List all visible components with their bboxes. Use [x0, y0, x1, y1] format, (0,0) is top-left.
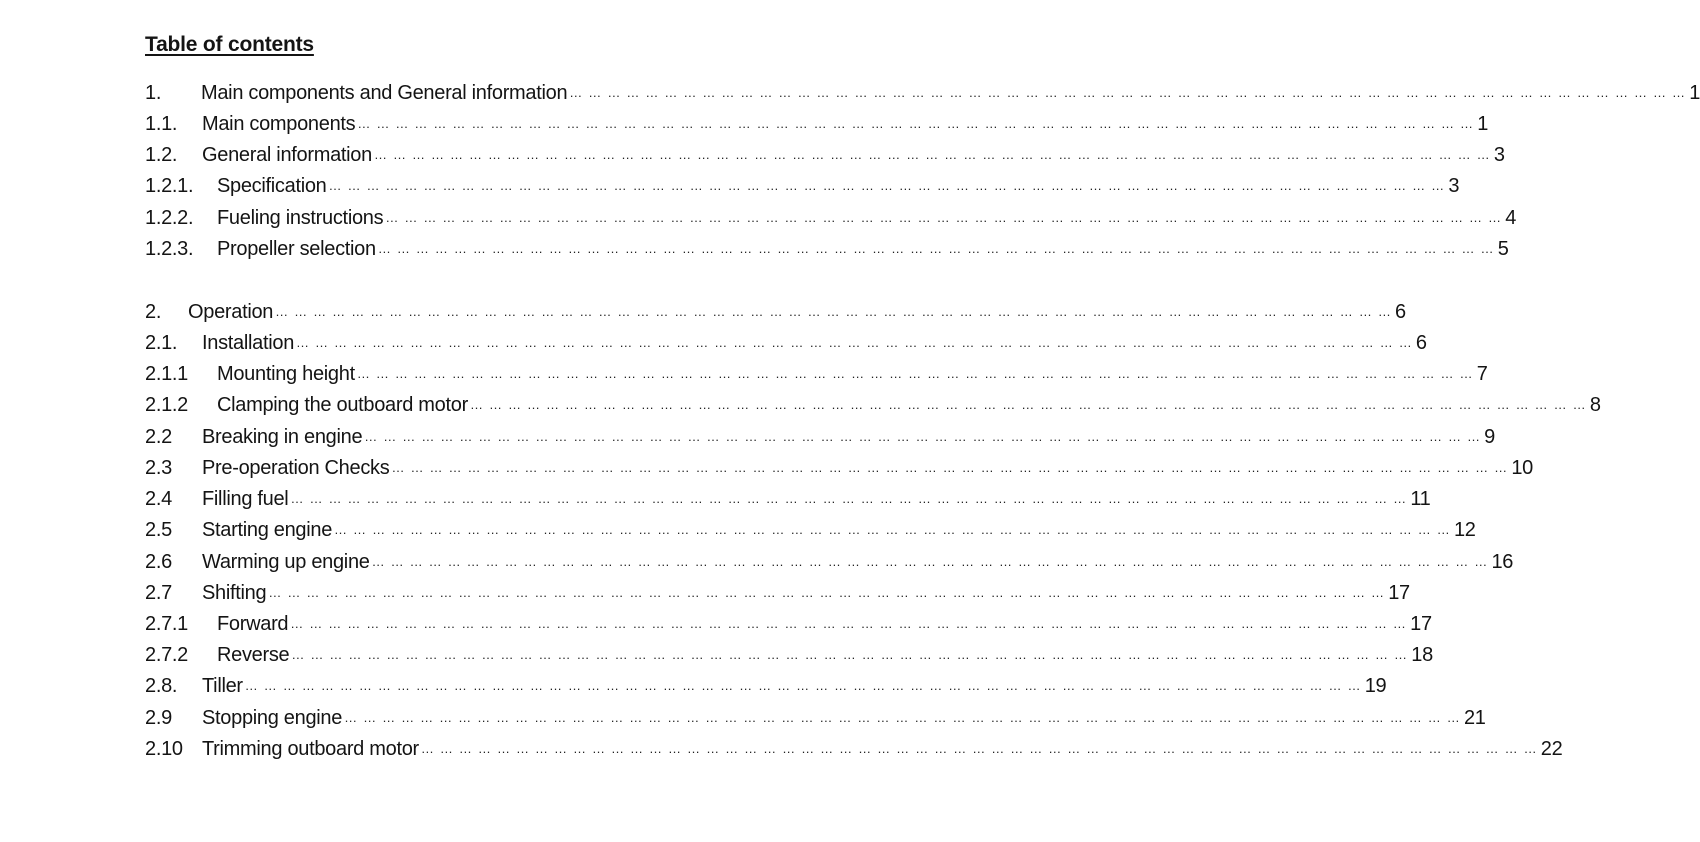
toc-entry: [145, 392, 1601, 418]
toc-entry-label: Operation: [188, 301, 274, 323]
toc-entry-page: 6: [1415, 332, 1427, 354]
toc-entry: [145, 236, 1509, 262]
toc-dot-leader: … … … … … … … … … … … … … … … … … … … … … … … … … … … … … … … … … … … … … … … … … … … … … … … … … … … … … … … … … … …: [275, 304, 1393, 319]
toc-entry-number: 2.1.1: [145, 363, 188, 385]
toc-entry: [145, 736, 1563, 762]
toc-entry-page: 1: [1689, 82, 1700, 104]
toc-entry-label: Breaking in engine: [202, 426, 363, 448]
toc-dot-leader: … … … … … … … … … … … … … … … … … … … … … … … … … … … … … … … … … … … … … … … … … … … … … … … … … … … … … … … … … … …: [244, 678, 1362, 693]
toc-entry-number: 2.1.: [145, 332, 178, 354]
toc-entry-number: 2.7: [145, 582, 172, 604]
toc-entry-label: Clamping the outboard motor: [217, 394, 468, 416]
toc-entry: [145, 111, 1489, 137]
toc-entry-number: 2.10: [145, 738, 183, 760]
toc-entry-page: 12: [1453, 519, 1476, 541]
toc-entry-page: 5: [1497, 238, 1509, 260]
toc-entry-page: 10: [1511, 457, 1533, 479]
toc-dot-leader: … … … … … … … … … … … … … … … … … … … … … … … … … … … … … … … … … … … … … … … … … … … … … … … … … … … … … … … … … … …: [290, 491, 1408, 506]
toc-entry-page: 19: [1364, 675, 1387, 697]
toc-dot-leader: … … … … … … … … … … … … … … … … … … … … … … … … … … … … … … … … … … … … … … … … … … … … … … … … … … … … … … … … … … …: [356, 366, 1474, 381]
toc-entry-number: 2.: [145, 301, 162, 323]
toc-entry: [145, 580, 1410, 606]
toc-entry-label: Installation: [202, 332, 295, 354]
toc-entry-label: General information: [202, 144, 372, 166]
toc-entry: [145, 642, 1433, 668]
toc-entry: [145, 173, 1460, 199]
toc-dot-leader: … … … … … … … … … … … … … … … … … … … … … … … … … … … … … … … … … … … … … … … … … … … … … … … … … … … … … … … … … … …: [364, 429, 1482, 444]
toc-entry: [145, 424, 1495, 450]
toc-dot-leader: … … … … … … … … … … … … … … … … … … … … … … … … … … … … … … … … … … … … … … … … … … … … … … … … … … … … … … … … … … …: [377, 241, 1495, 256]
toc-entry-page: 1: [1477, 113, 1489, 135]
toc-entry-label: Tiller: [202, 675, 243, 697]
toc-entry-page: 3: [1448, 175, 1460, 197]
toc-entry-label: Warming up engine: [202, 551, 370, 573]
toc-entry-page: 9: [1484, 426, 1495, 448]
toc-entry-number: 2.7.1: [145, 613, 188, 635]
toc-entry-page: 17: [1410, 613, 1432, 635]
toc-dot-leader: … … … … … … … … … … … … … … … … … … … … … … … … … … … … … … … … … … … … … … … … … … … … … … … … … … … … … … … … … … …: [420, 741, 1538, 756]
toc-entry-number: 2.9: [145, 707, 172, 729]
toc-entry-number: 2.3: [145, 457, 172, 479]
toc-entry-label: Forward: [217, 613, 289, 635]
toc-entry-page: 18: [1411, 644, 1433, 666]
toc-entry-page: 3: [1493, 144, 1505, 166]
toc-entry-number: 2.5: [145, 519, 172, 541]
toc-entry: [145, 673, 1387, 699]
toc-entry-page: 17: [1388, 582, 1410, 604]
toc-dot-leader: … … … … … … … … … … … … … … … … … … … … … … … … … … … … … … … … … … … … … … … … … … … … … … … … … … … … … … … … … … …: [391, 460, 1509, 475]
toc-entry-label: Mounting height: [217, 363, 355, 385]
toc-entry-label: Propeller selection: [217, 238, 376, 260]
toc-entry-number: 2.8.: [145, 675, 178, 697]
toc-entry-number: 2.1.2: [145, 394, 188, 416]
toc-entry: [145, 486, 1431, 512]
toc-entry-label: Main components and General information: [201, 82, 568, 104]
toc-dot-leader: … … … … … … … … … … … … … … … … … … … … … … … … … … … … … … … … … … … … … … … … … … … … … … … … … … … … … … … … … … …: [296, 335, 1413, 350]
toc-dot-leader: … … … … … … … … … … … … … … … … … … … … … … … … … … … … … … … … … … … … … … … … … … … … … … … … … … … … … … … … … … …: [385, 210, 1503, 225]
toc-entry-number: 1.: [145, 82, 162, 104]
toc-entry-number: 2.2: [145, 426, 172, 448]
toc-dot-leader: … … … … … … … … … … … … … … … … … … … … … … … … … … … … … … … … … … … … … … … … … … … … … … … … … … … … … … … … … … …: [268, 585, 1386, 600]
toc-entry-number: 2.7.2: [145, 644, 188, 666]
toc-entry-label: Stopping engine: [202, 707, 343, 729]
toc-entry: [145, 142, 1505, 168]
toc-entry-number: 1.1.: [145, 113, 178, 135]
toc-entry-page: 21: [1463, 707, 1486, 729]
toc-dot-leader: … … … … … … … … … … … … … … … … … … … … … … … … … … … … … … … … … … … … … … … … … … … … … … … … … … … … … … … … … … …: [357, 116, 1475, 131]
toc-entry: [145, 517, 1476, 543]
toc-dot-leader: … … … … … … … … … … … … … … … … … … … … … … … … … … … … … … … … … … … … … … … … … … … … … … … … … … … … … … … … … … …: [334, 522, 1451, 537]
toc-entry-number: 2.6: [145, 551, 172, 573]
toc-dot-leader: … … … … … … … … … … … … … … … … … … … … … … … … … … … … … … … … … … … … … … … … … … … … … … … … … … … … … … … … … … …: [344, 710, 1461, 725]
toc-entry-label: Starting engine: [202, 519, 333, 541]
toc-entry-page: 8: [1589, 394, 1601, 416]
toc-entry: [145, 361, 1488, 387]
toc-dot-leader: … … … … … … … … … … … … … … … … … … … … … … … … … … … … … … … … … … … … … … … … … … … … … … … … … … … … … … … … … … …: [373, 147, 1491, 162]
toc-entry-label: Filling fuel: [202, 488, 289, 510]
toc-entry-page: 4: [1505, 207, 1517, 229]
toc-entry: [145, 80, 1700, 106]
toc-entry-label: Specification: [217, 175, 327, 197]
toc-entry-page: 22: [1540, 738, 1563, 760]
toc-dot-leader: … … … … … … … … … … … … … … … … … … … … … … … … … … … … … … … … … … … … … … … … … … … … … … … … … … … … … … … … … … …: [290, 616, 1408, 631]
toc-entry-label: Pre-operation Checks: [202, 457, 390, 479]
toc-dot-leader: … … … … … … … … … … … … … … … … … … … … … … … … … … … … … … … … … … … … … … … … … … … … … … … … … … … … … … … … … … …: [469, 397, 1587, 412]
toc-entry-label: Shifting: [202, 582, 267, 604]
toc-entry: [145, 330, 1427, 356]
toc-entry-page: 16: [1491, 551, 1514, 573]
toc-dot-leader: … … … … … … … … … … … … … … … … … … … … … … … … … … … … … … … … … … … … … … … … … … … … … … … … … … … … … … … … … … …: [291, 647, 1409, 662]
toc-entry-page: 6: [1395, 301, 1406, 323]
toc-entry-label: Main components: [202, 113, 356, 135]
toc-entry-label: Fueling instructions: [217, 207, 384, 229]
toc-entry-number: 1.2.: [145, 144, 178, 166]
toc-entry-page: 7: [1476, 363, 1488, 385]
toc-entry: [145, 205, 1517, 231]
toc-dot-leader: … … … … … … … … … … … … … … … … … … … … … … … … … … … … … … … … … … … … … … … … … … … … … … … … … … … … … … … … … … …: [328, 178, 1446, 193]
toc-entry: [145, 549, 1514, 575]
toc-entry-number: 1.2.1.: [145, 175, 194, 197]
toc-entry-number: 1.2.2.: [145, 207, 194, 229]
toc-entry: [145, 705, 1486, 731]
toc-entry: [145, 611, 1432, 637]
toc-title: Table of contents: [145, 33, 314, 56]
toc-dot-leader: … … … … … … … … … … … … … … … … … … … … … … … … … … … … … … … … … … … … … … … … … … … … … … … … … … … … … … … … … … …: [569, 85, 1687, 100]
toc-entry: [145, 299, 1406, 325]
toc-entry-label: Trimming outboard motor: [202, 738, 419, 760]
toc-entry: [145, 455, 1533, 481]
toc-entry-number: 1.2.3.: [145, 238, 194, 260]
toc-entry-number: 2.4: [145, 488, 172, 510]
toc-entry-page: 11: [1410, 488, 1431, 510]
toc-entry-label: Reverse: [217, 644, 290, 666]
toc-dot-leader: … … … … … … … … … … … … … … … … … … … … … … … … … … … … … … … … … … … … … … … … … … … … … … … … … … … … … … … … … … …: [371, 554, 1489, 569]
